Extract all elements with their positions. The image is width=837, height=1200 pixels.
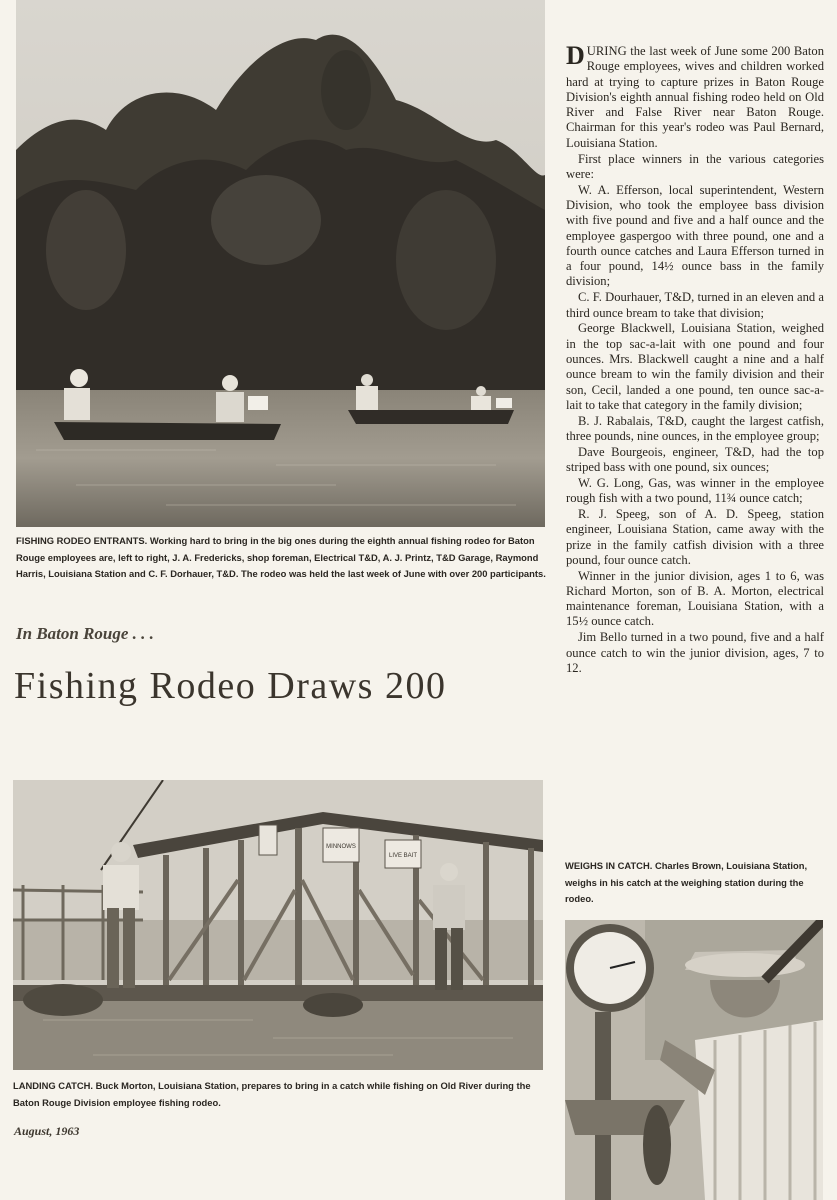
article-paragraph: B. J. Rabalais, T&D, caught the largest catfish, three pounds, nine ounces, in the employee group;	[566, 413, 824, 443]
article-body	[566, 41, 824, 677]
caption-heading: FISHING RODEO ENTRANTS.	[16, 535, 148, 546]
photo-weighs-in-catch	[565, 920, 823, 1200]
kicker: In Baton Rouge . . .	[16, 624, 154, 643]
photo-fishing-rodeo-entrants	[16, 0, 545, 527]
article-paragraph: Jim Bello turned in a two pound, five and a half ounce catch to win the junior division, ages, 7 to 12.	[566, 630, 824, 675]
caption-body: Charles Brown, Louisiana Station, weighs in his catch at the weighing station during the rodeo.	[565, 860, 808, 905]
caption-body: Working hard to bring in the big ones during the eighth annual fishing rodeo for Baton Rouge employees are, left to right, J. A. Fredericks, shop foreman, Electrical T&D, A. J. Printz, T&D Garage, Raymond Harris, Louisiana Station and C. F. Dorhauer, T&D. The rodeo was held the last week of June with over 200 participants.	[16, 535, 546, 580]
caption-fishing-rodeo-entrants	[16, 533, 546, 583]
article-lead-paragraph	[566, 41, 824, 151]
article-paragraph: W. A. Efferson, local superintendent, Western Division, who took the employee bass division with five pound and five and a half ounce and the employee gaspergoo with three pound, one and a fourth ounce catches and Laura Efferson turned in a four pound, 14½ ounce bass in the family division;	[566, 182, 824, 289]
article-paragraph: C. F. Dourhauer, T&D, turned in an eleven and a third ounce bream to take that division;	[566, 290, 824, 320]
article-paragraph: W. G. Long, Gas, was winner in the employee rough fish with a two pound, 11¾ ounce catch;	[566, 475, 824, 506]
caption-body: Buck Morton, Louisiana Station, prepares to bring in a catch while fishing on Old River during the Baton Rouge Division employee fishing rodeo.	[13, 1080, 531, 1108]
article-paragraph: R. J. Speeg, son of A. D. Speeg, station engineer, Louisiana Station, came away with the prize in the family catfish division with a three pound, four ounce catch.	[566, 506, 824, 567]
caption-heading: LANDING CATCH.	[13, 1080, 94, 1091]
article-paragraph: Dave Bourgeois, engineer, T&D, had the top striped bass with one pound, six ounces;	[566, 444, 824, 475]
footer-date: August, 1963	[14, 1124, 80, 1138]
caption-weighs-in-catch	[565, 858, 823, 908]
headline: Fishing Rodeo Draws 200	[14, 665, 447, 707]
caption-heading: WEIGHS IN CATCH.	[565, 860, 653, 871]
photo-landing-catch	[13, 780, 543, 1070]
drop-cap: D	[566, 41, 585, 70]
sign-live-bait: LIVE BAIT	[388, 853, 418, 859]
article-paragraph: George Blackwell, Louisiana Station, weighed in the top sac-a-lait with one pound and four ounces. Mrs. Blackwell caught a nine and a half ounce bream to win the family division and their son, Cecil, landed a one pound, ten ounce sac-a-lait to take that category in the family division;	[566, 321, 824, 412]
article-paragraph: Winner in the junior division, ages 1 to 6, was Richard Morton, son of B. A. Morton, electrical maintenance foreman, Louisiana Station, with a 15½ ounce catch.	[566, 568, 824, 629]
lead-text: URING the last week of June some 200 Baton Rouge employees, wives and children worked hard at trying to capture prizes in Baton Rouge Division's eighth annual fishing rodeo held on Old River and False River near Baton Rouge. Chairman for this year's rodeo was Paul Bernard, Louisiana Station.	[566, 44, 824, 150]
caption-landing-catch	[13, 1078, 545, 1111]
article-paragraph: First place winners in the various categories were:	[566, 151, 824, 181]
sign-minnows: MINNOWS	[326, 844, 356, 850]
